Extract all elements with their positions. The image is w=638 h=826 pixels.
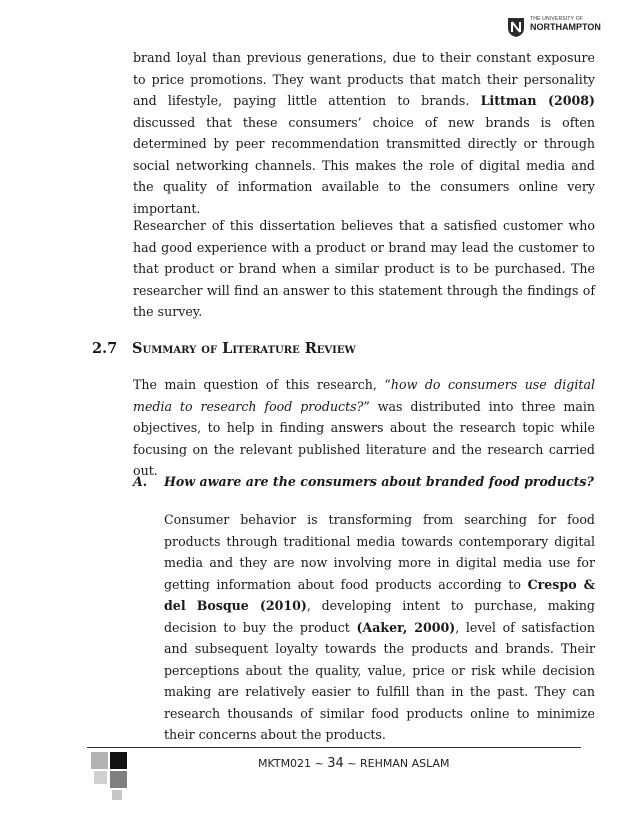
subsection-letter: A. — [133, 474, 148, 489]
footer-divider — [87, 747, 581, 748]
subsection-title: How aware are the consumers about branded food products? — [164, 474, 594, 489]
university-crest-icon — [506, 16, 526, 38]
citation-littman: Littman (2008) — [480, 93, 595, 108]
university-logo — [506, 14, 601, 42]
footer-text — [258, 756, 450, 771]
section-number: 2.7 — [92, 340, 118, 357]
subsection-heading — [133, 474, 594, 489]
paragraph-3: The main question of this research, “how do consumers use digital media to research food products?” was distributed into three main objectives, to help in finding answers about the research topic while focusing on the relevant published literature and the research carried out. — [133, 377, 595, 478]
logo-big-text: NORTHAMPTON — [530, 22, 601, 32]
footer-author: ~ REHMAN ASLAM — [343, 757, 450, 770]
citation-crespo: Crespo & del Bosque (2010) — [164, 576, 595, 613]
logo-small-text: THE UNIVERSITY OF — [530, 16, 584, 22]
paragraph-2: Researcher of this dissertation believes that a satisfied customer who had good experience with a product or brand may lead the customer to that product or brand when a similar product is to be purchased. The researcher will find an answer to this statement through the findings of the survey. — [133, 218, 595, 319]
footer-course: MKTM021 ~ — [258, 757, 328, 770]
research-question: how do consumers use digital media to research food products? — [133, 377, 595, 414]
section-title: Summary of Literature Review — [132, 340, 356, 357]
paragraph-4: Consumer behavior is transforming from searching for food products through traditional media towards contemporary digital media and they are now involving more in digital media use for getting information about food products according to Crespo & del Bosque (2010), developing intent to purchase, making decision to buy the product (Aaker, 2000), level of satisfaction and subsequent loyalty towards the products and brands. Their perceptions about the quality, value, price or risk while decision making are relatively easier to fulfill than in the past. They can research thousands of similar food products online to minimize their concerns about the products. — [164, 512, 595, 742]
page-number: 34 — [327, 756, 344, 771]
section-heading — [92, 340, 356, 357]
citation-aaker: (Aaker, 2000) — [356, 619, 456, 635]
paragraph-1: brand loyal than previous generations, due to their constant exposure to price promotions. They want products that match their personality and lifestyle, paying little attention to brands. Littman (2008) discussed that these consumers’ choice of new brands is often determined by peer recommendation transmitted directly or through social networking channels. This makes the role of digital media and the quality of information available to the consumers online very important. — [133, 50, 595, 216]
